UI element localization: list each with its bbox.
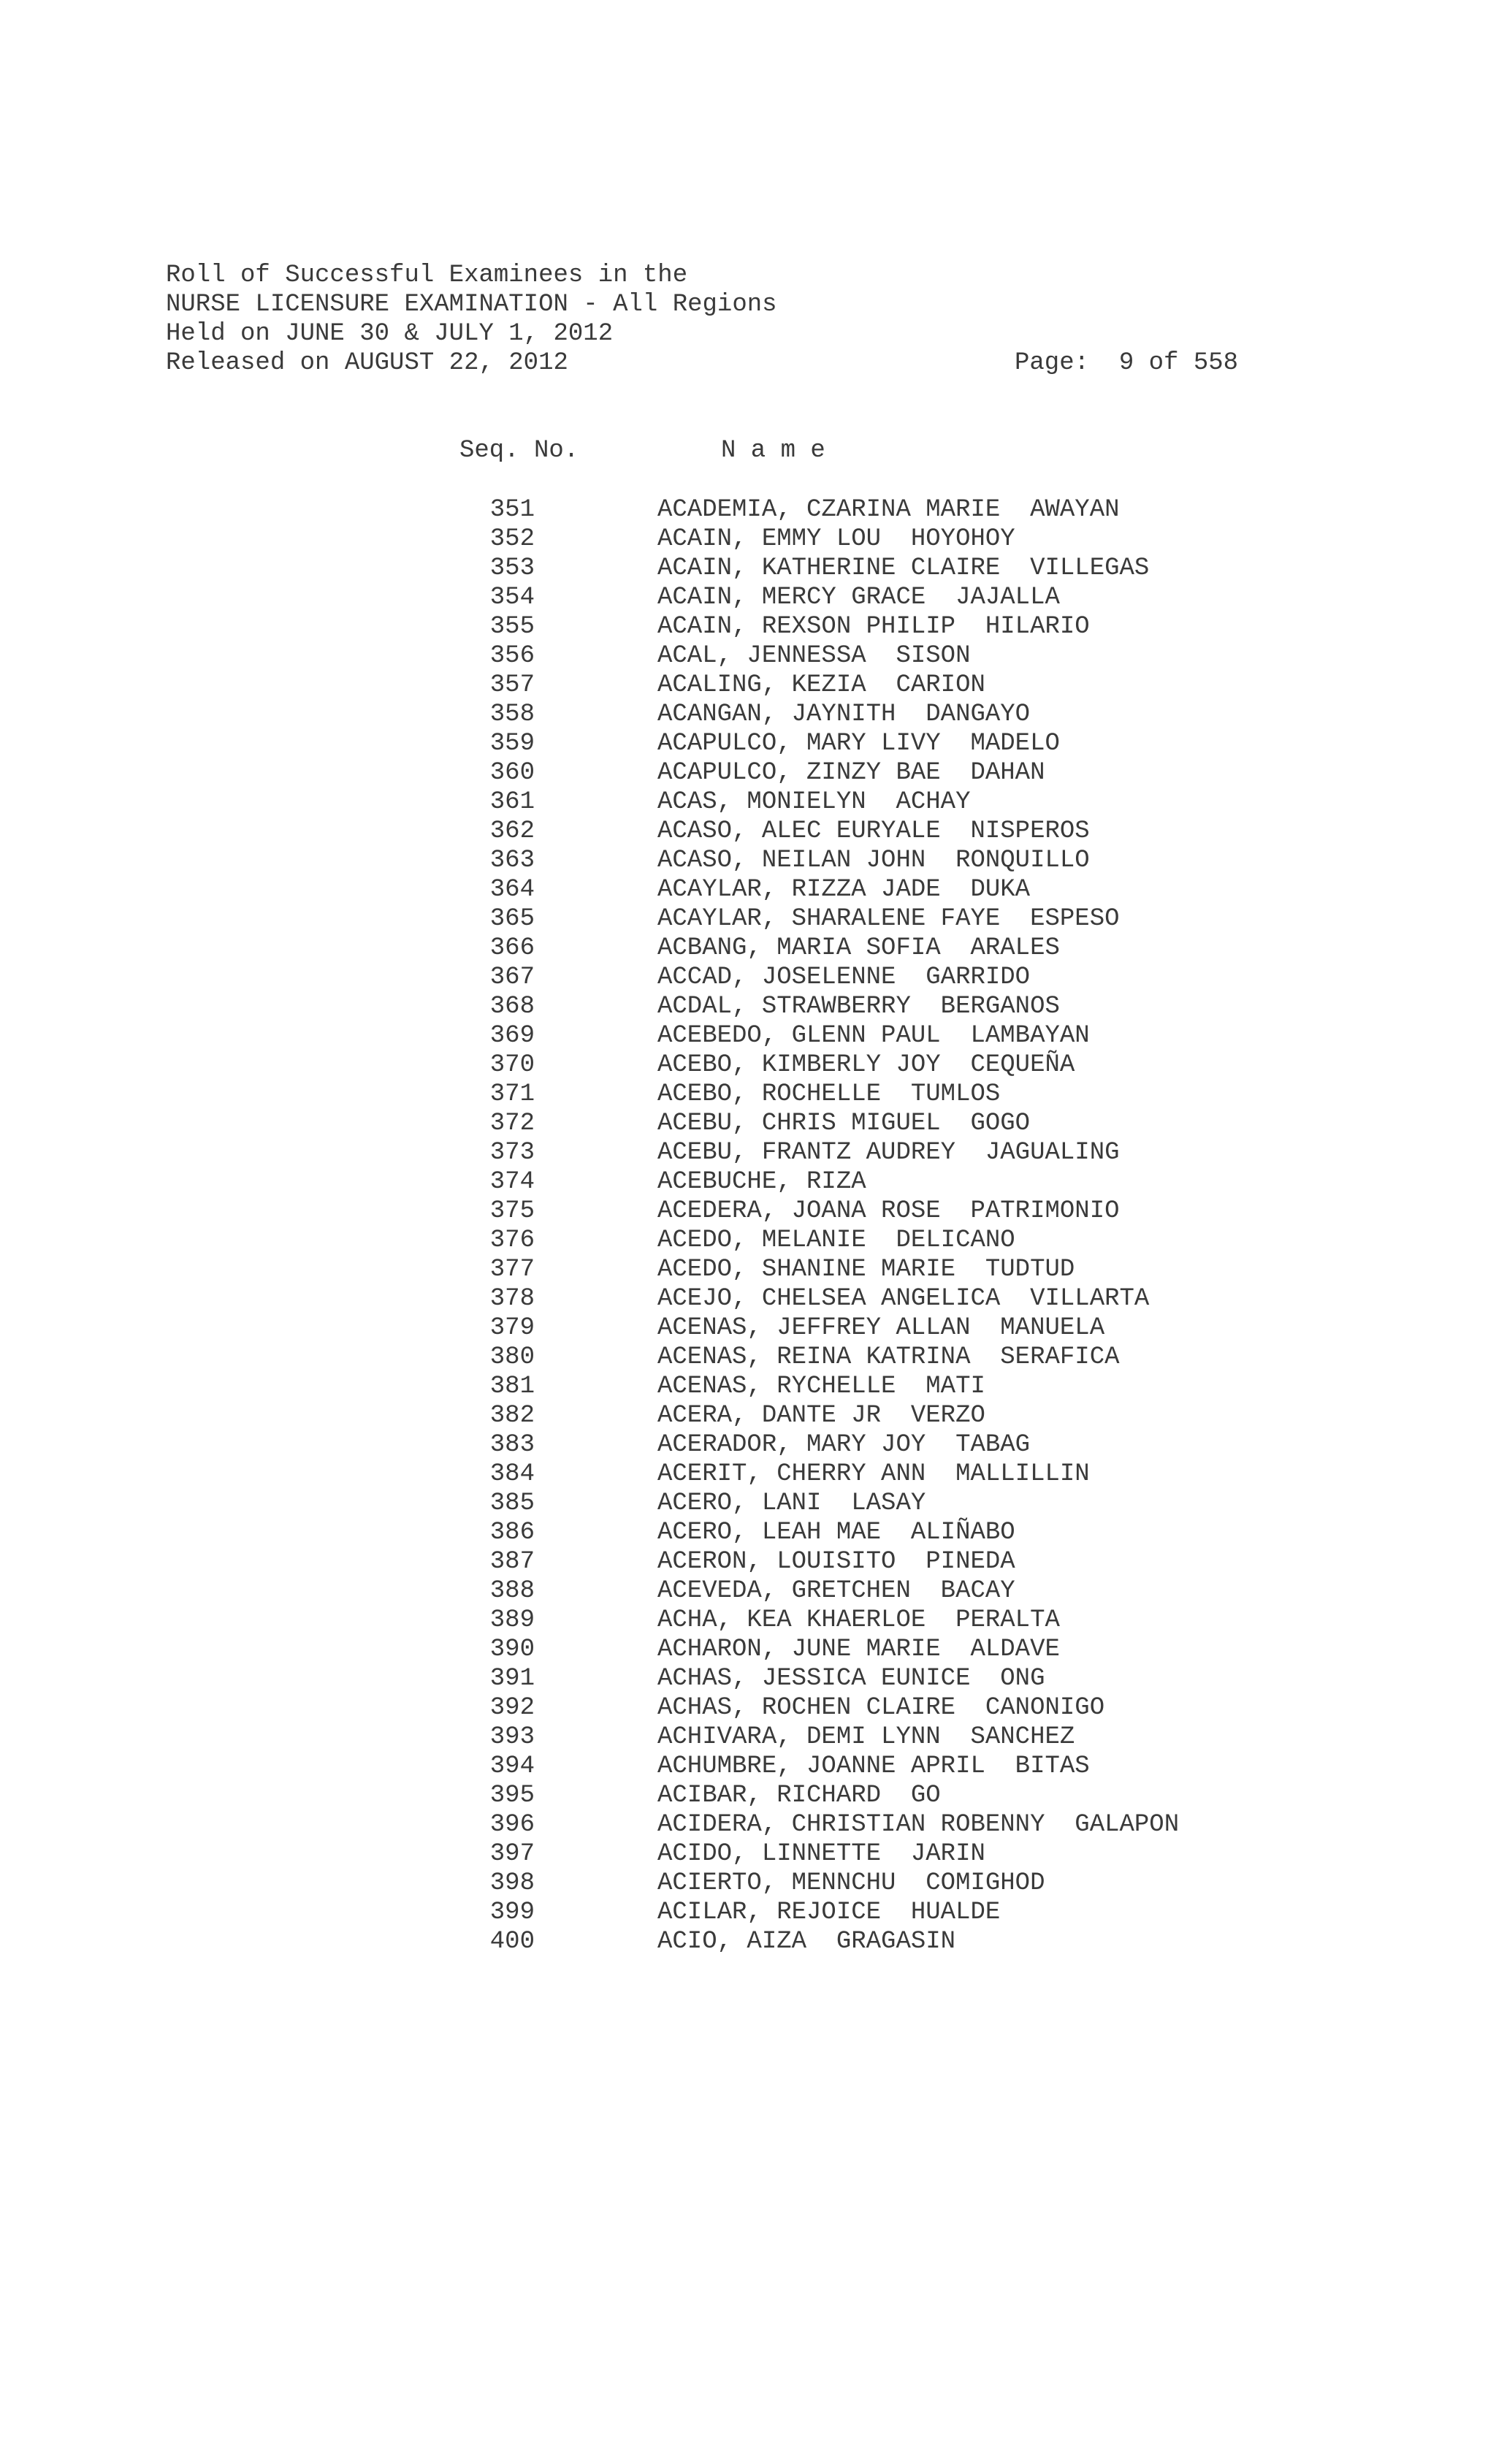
- page-label: Page:: [1015, 349, 1090, 377]
- examinee-name: ACHARON, JUNE MARIE ALDAVE: [657, 1636, 1060, 1663]
- list-item: [459, 1050, 1336, 1080]
- list-item: [459, 1401, 1336, 1430]
- examinee-name: ACDAL, STRAWBERRY BERGANOS: [657, 993, 1060, 1021]
- examinee-name: ACENAS, JEFFREY ALLAN MANUELA: [657, 1314, 1105, 1342]
- seq-number: 380: [489, 1343, 535, 1371]
- seq-number: 368: [489, 993, 535, 1021]
- list-item: [459, 1167, 1336, 1197]
- examinee-name: ACEBEDO, GLENN PAUL LAMBAYAN: [657, 1022, 1090, 1050]
- examinee-name: ACEDERA, JOANA ROSE PATRIMONIO: [657, 1197, 1120, 1225]
- list-item: [459, 1810, 1336, 1839]
- list-item: [459, 612, 1336, 641]
- list-item: [459, 700, 1336, 729]
- list-item: [459, 1021, 1336, 1050]
- seq-number: 395: [489, 1782, 535, 1809]
- seq-number: 361: [489, 788, 535, 816]
- examinee-name: ACIO, AIZA GRAGASIN: [657, 1928, 956, 1956]
- header-exam-line: NURSE LICENSURE EXAMINATION - All Regions: [166, 291, 777, 319]
- seq-number: 394: [489, 1752, 535, 1780]
- page-total: 558: [1193, 349, 1239, 377]
- examinee-name: ACIBAR, RICHARD GO: [657, 1782, 941, 1809]
- list-item: [459, 963, 1336, 992]
- examinee-name: ACERIT, CHERRY ANN MALLILLIN: [657, 1460, 1090, 1488]
- seq-number: 355: [489, 613, 535, 641]
- examinee-name: ACEBU, FRANTZ AUDREY JAGUALING: [657, 1139, 1120, 1167]
- list-item: [459, 1664, 1336, 1693]
- examinee-name: ACENAS, RYCHELLE MATI: [657, 1373, 985, 1400]
- list-item: [459, 1460, 1336, 1489]
- examinee-name: ACAYLAR, RIZZA JADE DUKA: [657, 876, 1031, 904]
- examinee-name: ACEDO, MELANIE DELICANO: [657, 1227, 1015, 1254]
- list-item: [459, 1197, 1336, 1226]
- examinee-name: ACAIN, REXSON PHILIP HILARIO: [657, 613, 1090, 641]
- seq-number: 351: [489, 496, 535, 524]
- list-item: [459, 1226, 1336, 1255]
- examinee-name: ACASO, NEILAN JOHN RONQUILLO: [657, 847, 1090, 874]
- list-item: [459, 1723, 1336, 1752]
- seq-number: 392: [489, 1694, 535, 1722]
- seq-number: 390: [489, 1636, 535, 1663]
- seq-number: 398: [489, 1869, 535, 1897]
- seq-number: 382: [489, 1402, 535, 1430]
- seq-number: 364: [489, 876, 535, 904]
- list-item: [459, 1518, 1336, 1547]
- seq-number: 375: [489, 1197, 535, 1225]
- list-item: [459, 495, 1336, 525]
- examinee-name: ACENAS, REINA KATRINA SERAFICA: [657, 1343, 1120, 1371]
- header-title-line: Roll of Successful Examinees in the: [166, 262, 688, 289]
- examinee-name: ACAIN, MERCY GRACE JAJALLA: [657, 584, 1060, 611]
- seq-number: 385: [489, 1490, 535, 1517]
- seq-number: 366: [489, 934, 535, 962]
- list-item: [459, 671, 1336, 700]
- list-item: [459, 1869, 1336, 1898]
- examinee-name: ACADEMIA, CZARINA MARIE AWAYAN: [657, 496, 1120, 524]
- list-item: [459, 1255, 1336, 1284]
- seq-number: 383: [489, 1431, 535, 1459]
- examinee-name: ACERO, LEAH MAE ALIÑABO: [657, 1519, 1015, 1546]
- seq-number: 376: [489, 1227, 535, 1254]
- seq-number: 374: [489, 1168, 535, 1196]
- examinee-name: ACERON, LOUISITO PINEDA: [657, 1548, 1015, 1576]
- examinee-name: ACHAS, ROCHEN CLAIRE CANONIGO: [657, 1694, 1105, 1722]
- list-item: [459, 1693, 1336, 1723]
- seq-number: 373: [489, 1139, 535, 1167]
- list-item: [459, 1927, 1336, 1956]
- list-item: [459, 1547, 1336, 1576]
- examinee-name: ACIDERA, CHRISTIAN ROBENNY GALAPON: [657, 1811, 1180, 1839]
- seq-number: 388: [489, 1577, 535, 1605]
- list-item: [459, 992, 1336, 1021]
- seq-number: 367: [489, 964, 535, 991]
- seq-number: 363: [489, 847, 535, 874]
- list-item: [459, 1898, 1336, 1927]
- examinee-name: ACAYLAR, SHARALENE FAYE ESPESO: [657, 905, 1120, 933]
- list-item: [459, 1138, 1336, 1167]
- list-item: [459, 1109, 1336, 1138]
- list-item: [459, 1430, 1336, 1460]
- seq-number: 371: [489, 1080, 535, 1108]
- header-released-line: Released on AUGUST 22, 2012: [166, 349, 568, 377]
- column-header-name: N a m e: [721, 437, 825, 465]
- column-header-seq: Seq. No.: [459, 437, 579, 465]
- list-item: [459, 1606, 1336, 1635]
- list-item: [459, 846, 1336, 875]
- list-item: [459, 904, 1336, 934]
- examinee-name: ACHA, KEA KHAERLOE PERALTA: [657, 1606, 1060, 1634]
- examinee-name: ACAS, MONIELYN ACHAY: [657, 788, 971, 816]
- seq-number: 370: [489, 1051, 535, 1079]
- list-item: [459, 1781, 1336, 1810]
- seq-number: 378: [489, 1285, 535, 1313]
- examinee-name: ACAIN, KATHERINE CLAIRE VILLEGAS: [657, 554, 1150, 582]
- examinee-name: ACEVEDA, GRETCHEN BACAY: [657, 1577, 1015, 1605]
- examinee-name: ACEDO, SHANINE MARIE TUDTUD: [657, 1256, 1075, 1284]
- list-item: [459, 1635, 1336, 1664]
- seq-number: 400: [489, 1928, 535, 1956]
- examinee-name: ACANGAN, JAYNITH DANGAYO: [657, 701, 1031, 728]
- list-item: [459, 1372, 1336, 1401]
- seq-number: 369: [489, 1022, 535, 1050]
- list-item: [459, 554, 1336, 583]
- examinee-name: ACASO, ALEC EURYALE NISPEROS: [657, 817, 1090, 845]
- examinee-name: ACALING, KEZIA CARION: [657, 671, 985, 699]
- list-item: [459, 875, 1336, 904]
- seq-number: 384: [489, 1460, 535, 1488]
- seq-number: 365: [489, 905, 535, 933]
- list-item: [459, 1080, 1336, 1109]
- seq-number: 372: [489, 1110, 535, 1137]
- list-item: [459, 934, 1336, 963]
- seq-number: 393: [489, 1723, 535, 1751]
- examinee-name: ACERADOR, MARY JOY TABAG: [657, 1431, 1031, 1459]
- list-item: [459, 729, 1336, 758]
- examinee-name: ACEJO, CHELSEA ANGELICA VILLARTA: [657, 1285, 1150, 1313]
- examinee-name: ACHIVARA, DEMI LYNN SANCHEZ: [657, 1723, 1075, 1751]
- seq-number: 358: [489, 701, 535, 728]
- seq-number: 359: [489, 730, 535, 758]
- seq-number: 399: [489, 1899, 535, 1926]
- list-item: [459, 525, 1336, 554]
- seq-number: 360: [489, 759, 535, 787]
- list-item: [459, 583, 1336, 612]
- examinee-name: ACAL, JENNESSA SISON: [657, 642, 971, 670]
- examinee-name: ACIERTO, MENNCHU COMIGHOD: [657, 1869, 1045, 1897]
- seq-number: 391: [489, 1665, 535, 1693]
- examinee-name: ACAPULCO, ZINZY BAE DAHAN: [657, 759, 1045, 787]
- examinee-list: [459, 495, 1336, 1956]
- page-of: of: [1148, 349, 1179, 377]
- examinee-name: ACCAD, JOSELENNE GARRIDO: [657, 964, 1031, 991]
- list-item: [459, 1752, 1336, 1781]
- list-item: [459, 1284, 1336, 1313]
- seq-number: 353: [489, 554, 535, 582]
- list-item: [459, 1839, 1336, 1869]
- seq-number: 387: [489, 1548, 535, 1576]
- examinee-name: ACHAS, JESSICA EUNICE ONG: [657, 1665, 1045, 1693]
- examinee-name: ACAPULCO, MARY LIVY MADELO: [657, 730, 1060, 758]
- seq-number: 381: [489, 1373, 535, 1400]
- examinee-name: ACEBO, KIMBERLY JOY CEQUEÑA: [657, 1051, 1075, 1079]
- seq-number: 396: [489, 1811, 535, 1839]
- page-counter: [1015, 348, 1238, 378]
- page-number: 9: [1118, 349, 1134, 377]
- seq-number: 386: [489, 1519, 535, 1546]
- list-item: [459, 758, 1336, 787]
- list-item: [459, 1576, 1336, 1606]
- list-item: [459, 1343, 1336, 1372]
- seq-number: 356: [489, 642, 535, 670]
- list-item: [459, 817, 1336, 846]
- seq-number: 354: [489, 584, 535, 611]
- list-item: [459, 641, 1336, 671]
- seq-number: 352: [489, 525, 535, 553]
- list-item: [459, 1313, 1336, 1343]
- examinee-name: ACEBU, CHRIS MIGUEL GOGO: [657, 1110, 1031, 1137]
- seq-number: 377: [489, 1256, 535, 1284]
- examinee-name: ACHUMBRE, JOANNE APRIL BITAS: [657, 1752, 1090, 1780]
- examinee-name: ACERA, DANTE JR VERZO: [657, 1402, 985, 1430]
- seq-number: 362: [489, 817, 535, 845]
- seq-number: 397: [489, 1840, 535, 1868]
- examinee-name: ACAIN, EMMY LOU HOYOHOY: [657, 525, 1015, 553]
- examinee-name: ACEBUCHE, RIZA: [657, 1168, 866, 1196]
- examinee-name: ACIDO, LINNETTE JARIN: [657, 1840, 985, 1868]
- seq-number: 357: [489, 671, 535, 699]
- header-held-line: Held on JUNE 30 & JULY 1, 2012: [166, 320, 614, 348]
- examinee-name: ACBANG, MARIA SOFIA ARALES: [657, 934, 1060, 962]
- seq-number: 379: [489, 1314, 535, 1342]
- seq-number: 389: [489, 1606, 535, 1634]
- examinee-name: ACEBO, ROCHELLE TUMLOS: [657, 1080, 1001, 1108]
- examinee-name: ACERO, LANI LASAY: [657, 1490, 926, 1517]
- list-item: [459, 1489, 1336, 1518]
- list-item: [459, 787, 1336, 817]
- examinee-name: ACILAR, REJOICE HUALDE: [657, 1899, 1001, 1926]
